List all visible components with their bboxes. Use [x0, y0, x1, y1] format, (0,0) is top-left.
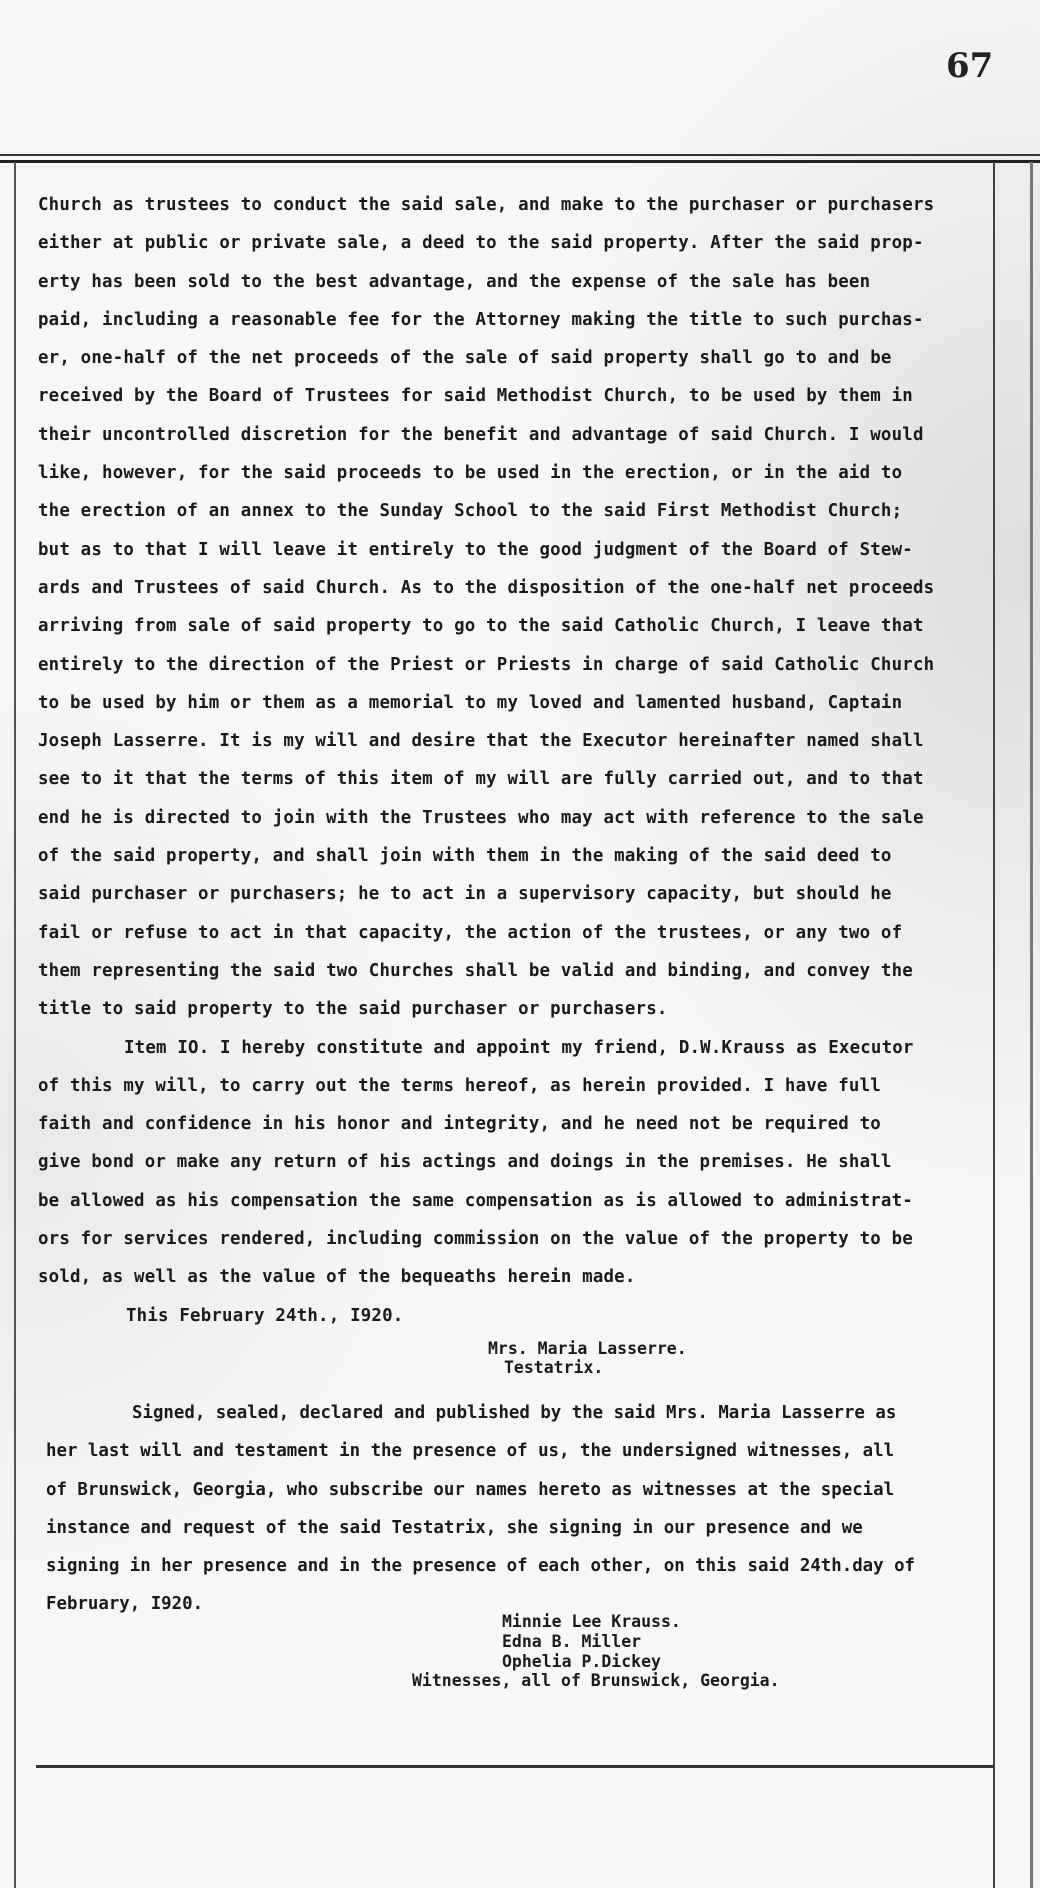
- text-line: but as to that I will leave it entirely to the good judgment of the Board of Stew-: [38, 539, 913, 560]
- attestation-clause: [46, 1394, 1006, 1624]
- testatrix-title: Testatrix.: [504, 1358, 604, 1377]
- text-line: paid, including a reasonable fee for the Attorney making the title to such purchas-: [38, 309, 924, 330]
- item-10-line: faith and confidence in his honor and integrity, and he need not be required to: [38, 1114, 881, 1135]
- text-line: like, however, for the said proceeds to be used in the erection, or in the aid to: [38, 463, 903, 484]
- testatrix-name: Mrs. Maria Lasserre.: [488, 1339, 687, 1358]
- text-line: see to it that the terms of this item of my will are fully carried out, and to that: [38, 769, 924, 790]
- text-line: either at public or private sale, a deed to the said property. After the said prop-: [38, 233, 924, 254]
- text-line: the erection of an annex to the Sunday School to the said First Methodist Church;: [38, 501, 903, 522]
- text-line: end he is directed to join with the Trustees who may act with reference to the sale: [38, 807, 924, 828]
- dateline: This February 24th., I920.: [126, 1305, 404, 1326]
- item-10-line: of this my will, to carry out the terms hereof, as herein provided. I have full: [38, 1075, 881, 1096]
- text-line: their uncontrolled discretion for the benefit and advantage of said Church. I would: [38, 424, 924, 445]
- item-10-line: be allowed as his compensation the same compensation as is allowed to administrat-: [38, 1190, 913, 1211]
- witnesses-caption: Witnesses, all of Brunswick, Georgia.: [412, 1671, 780, 1691]
- text-line: erty has been sold to the best advantage, and the expense of the sale has been: [38, 271, 871, 292]
- bottom-rule: [36, 1765, 994, 1768]
- text-line: arriving from sale of said property to go to the said Catholic Church, I leave that: [38, 616, 924, 637]
- attestation-line: Signed, sealed, declared and published by the said Mrs. Maria Lasserre as: [132, 1403, 897, 1423]
- text-line: Church as trustees to conduct the said sale, and make to the purchaser or purchasers: [38, 195, 935, 215]
- page-edge-line: [1030, 162, 1033, 1888]
- testatrix-signature-block: [488, 1339, 687, 1377]
- attestation-line: her last will and testament in the presence of us, the undersigned witnesses, all: [46, 1441, 895, 1462]
- left-margin-line: [14, 162, 16, 1888]
- witness-name: Edna B. Miller: [502, 1631, 642, 1651]
- text-line: said purchaser or purchasers; he to act in a supervisory capacity, but should he: [38, 884, 892, 905]
- text-line: them representing the said two Churches shall be valid and binding, and convey the: [38, 960, 913, 981]
- item-10-line: ors for services rendered, including commission on the value of the property to be: [38, 1229, 913, 1250]
- attestation-line: instance and request of the said Testatrix, she signing in our presence and we: [46, 1517, 863, 1538]
- text-line: of the said property, and shall join with them in the making of the said deed to: [38, 846, 892, 867]
- text-line: Joseph Lasserre. It is my will and desire that the Executor hereinafter named shall: [38, 731, 924, 752]
- witness-name: Minnie Lee Krauss.: [502, 1612, 681, 1631]
- will-body-text: [38, 186, 994, 1335]
- witness-signature-block: [412, 1612, 780, 1691]
- witness-name: Ophelia P.Dickey: [502, 1651, 661, 1671]
- page-number: 67: [946, 46, 994, 86]
- text-line: fail or refuse to act in that capacity, the action of the trustees, or any two of: [38, 922, 903, 943]
- top-rule: [0, 154, 1040, 156]
- attestation-line: February, I920.: [46, 1594, 204, 1615]
- text-line: entirely to the direction of the Priest or Priests in charge of said Catholic Church: [38, 654, 935, 675]
- top-rule-heavy: [0, 160, 1040, 163]
- attestation-line: signing in her presence and in the presence of each other, on this said 24th.day of: [46, 1556, 916, 1577]
- attestation-line: of Brunswick, Georgia, who subscribe our names hereto as witnesses at the special: [46, 1479, 895, 1500]
- text-line: ards and Trustees of said Church. As to the disposition of the one-half net proceeds: [38, 577, 935, 598]
- item-10-line: sold, as well as the value of the bequeaths herein made.: [38, 1267, 636, 1288]
- item-10-line: give bond or make any return of his actings and doings in the premises. He shall: [38, 1152, 892, 1173]
- text-line: er, one-half of the net proceeds of the sale of said property shall go to and be: [38, 348, 892, 369]
- text-line: received by the Board of Trustees for said Methodist Church, to be used by them in: [38, 386, 913, 407]
- item-10-line: Item IO. I hereby constitute and appoint my friend, D.W.Krauss as Executor: [124, 1037, 914, 1058]
- text-line: to be used by him or them as a memorial to my loved and lamented husband, Captain: [38, 692, 903, 713]
- text-line: title to said property to the said purchaser or purchasers.: [38, 999, 668, 1020]
